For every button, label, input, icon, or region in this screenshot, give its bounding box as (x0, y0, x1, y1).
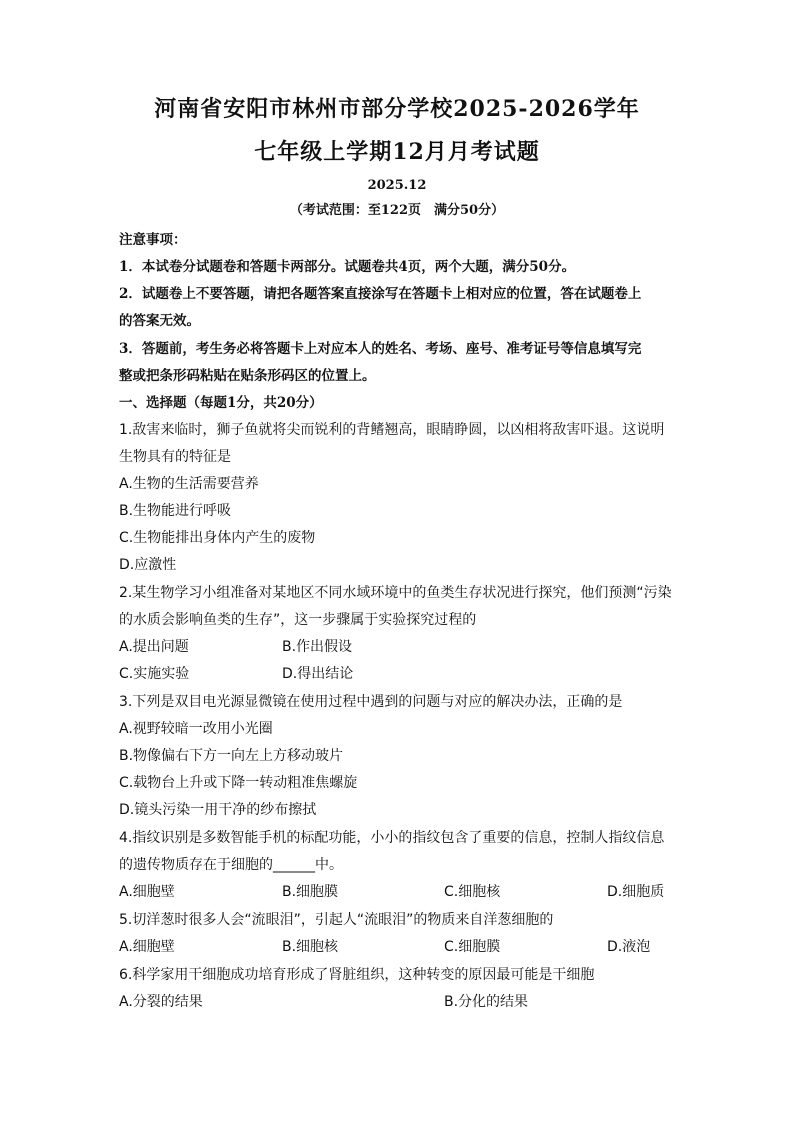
question-2-option-c: C.实施实验 (119, 666, 190, 682)
question-5-option-a: A.细胞壁 (119, 939, 175, 955)
question-3-option-a: A.视野较暗一改用小光圈 (119, 721, 273, 737)
question-6-option-b: B.分化的结果 (444, 994, 529, 1010)
question-1-option-a: A.生物的生活需要营养 (119, 476, 259, 492)
question-3-option-b: B.物像偏右下方一向左上方移动玻片 (119, 748, 344, 764)
question-1-stem-line1: 1.敌害来临时，狮子鱼就将尖而锐利的背鳍翘高，眼睛睁圆，以凶相将敌害吓退。这说明 (119, 422, 665, 438)
question-4-option-a: A.细胞壁 (119, 884, 175, 900)
exam-title-line2: 七年级上学期12月月考试题 (254, 139, 540, 165)
question-6-stem: 6.科学家用干细胞成功培育形成了肾脏组织，这种转变的原因最可能是干细胞 (119, 967, 595, 983)
notes-item-3-line1: 3．答题前，考生务必将答题卡上对应本人的姓名、考场、座号、准考证号等信息填写完 (119, 341, 642, 357)
notes-item-2-line1: 2．试题卷上不要答题，请把各题答案直接涂写在答题卡上相对应的位置，答在试题卷上 (119, 286, 642, 302)
question-3-option-d: D.镜头污染一用干净的纱布擦拭 (119, 802, 317, 818)
question-1-option-b: B.生物能进行呼吸 (119, 503, 232, 519)
question-4-stem-line2: 的遗传物质存在于细胞的______中。 (119, 857, 343, 873)
exam-title-line1: 河南省安阳市林州市部分学校2025-2026学年 (154, 96, 640, 122)
notes-item-2-line2: 的答案无效。 (119, 313, 200, 329)
question-1-option-c: C.生物能排出身体内产生的废物 (119, 530, 316, 546)
question-5-stem: 5.切洋葱时很多人会“流眼泪”，引起人“流眼泪”的物质来自洋葱细胞的 (119, 912, 554, 928)
question-4-option-c: C.细胞核 (444, 884, 501, 900)
question-4-option-b: B.细胞膜 (282, 884, 339, 900)
notes-item-3-line2: 整或把条形码粘贴在贴条形码区的位置上。 (119, 368, 376, 384)
question-2-option-b: B.作出假设 (282, 639, 353, 655)
exam-scope: （考试范围：至122页 满分50分） (289, 203, 505, 218)
question-6-option-a: A.分裂的结果 (119, 994, 203, 1010)
section-heading: 一、选择题（每题1分，共20分） (119, 395, 323, 411)
question-3-option-c: C.载物台上升或下降一转动粗准焦螺旋 (119, 775, 358, 791)
question-2-stem-line1: 2.某生物学习小组准备对某地区不同水域环境中的鱼类生存状况进行探究，他们预测“污染 (119, 585, 672, 601)
notes-item-1: 1．本试卷分试题卷和答题卡两部分。试题卷共4页，两个大题，满分50分。 (119, 259, 576, 275)
question-2-option-d: D.得出结论 (282, 666, 354, 682)
question-4-option-d: D.细胞质 (607, 884, 665, 900)
question-5-option-b: B.细胞核 (282, 939, 339, 955)
question-1-option-d: D.应激性 (119, 557, 177, 573)
notes-heading: 注意事项： (119, 232, 187, 248)
question-5-option-c: C.细胞膜 (444, 939, 501, 955)
question-4-stem-line1: 4.指纹识别是多数智能手机的标配功能，小小的指纹包含了重要的信息，控制人指纹信息 (119, 830, 665, 846)
question-3-stem: 3.下列是双目电光源显微镜在使用过程中遇到的问题与对应的解决办法，正确的是 (119, 694, 623, 710)
question-5-option-d: D.液泡 (607, 939, 651, 955)
question-2-option-a: A.提出问题 (119, 639, 189, 655)
question-1-stem-line2: 生物具有的特征是 (119, 449, 231, 465)
question-2-stem-line2: 的水质会影响鱼类的生存”，这一步骤属于实验探究过程的 (119, 612, 477, 628)
exam-date: 2025.12 (367, 178, 427, 193)
